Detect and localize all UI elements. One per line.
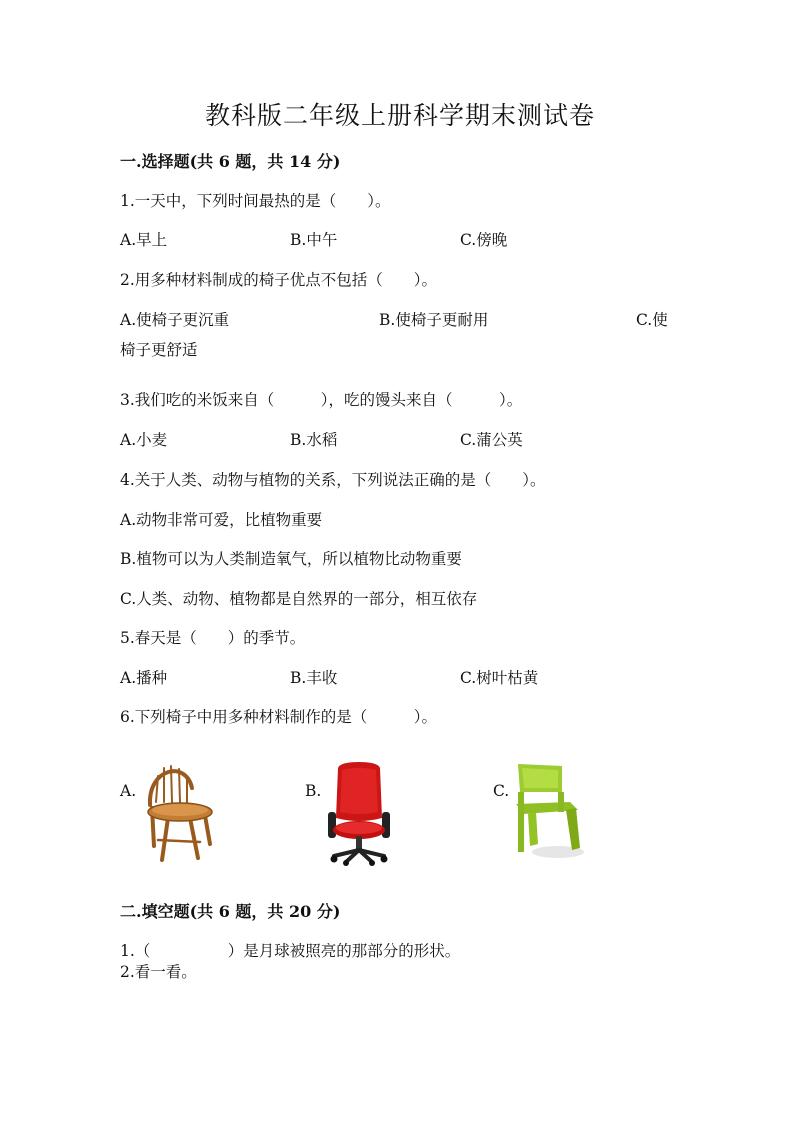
q4-option-c: C.人类、动物、植物都是自然界的一部分，相互依存 [120, 590, 478, 608]
question-4: 4.关于人类、动物与植物的关系，下列说法正确的是（ ）。 [120, 471, 546, 489]
q6-option-a: A. [120, 782, 137, 800]
fill-question-2: 2.看一看。 [120, 963, 197, 981]
q3-option-a: A.小麦 [120, 431, 168, 449]
q5-option-a: A.播种 [120, 669, 168, 687]
q1-option-c: C.傍晚 [460, 231, 508, 249]
question-3: 3.我们吃的米饭来自（ ），吃的馒头来自（ ）。 [120, 391, 523, 409]
q2-option-c-continued: 椅子更舒适 [120, 341, 198, 359]
q2-option-b: B.使椅子更耐用 [379, 311, 489, 329]
wooden-chair-image [140, 760, 218, 864]
q1-option-a: A.早上 [120, 231, 168, 249]
q5-option-b: B.丰收 [290, 669, 338, 687]
fill-question-1: 1.（ ）是月球被照亮的那部分的形状。 [120, 942, 461, 960]
question-1: 1.一天中，下列时间最热的是（ ）。 [120, 192, 391, 210]
q6-option-c: C. [493, 782, 510, 800]
q2-option-c: C.使 [636, 311, 668, 329]
q3-option-c: C.蒲公英 [460, 431, 523, 449]
question-6: 6.下列椅子中用多种材料制作的是（ ）。 [120, 708, 438, 726]
question-5: 5.春天是（ ）的季节。 [120, 629, 306, 647]
q6-option-b: B. [305, 782, 322, 800]
q4-option-a: A.动物非常可爱，比植物重要 [120, 511, 323, 529]
q2-option-a: A.使椅子更沉重 [120, 311, 230, 329]
q5-option-c: C.树叶枯黄 [460, 669, 539, 687]
section-1-heading: 一.选择题(共 6 题，共 14 分) [120, 152, 341, 171]
question-2: 2.用多种材料制成的椅子优点不包括（ ）。 [120, 271, 438, 289]
q1-option-b: B.中午 [290, 231, 338, 249]
section-2-heading: 二.填空题(共 6 题，共 20 分) [120, 902, 341, 921]
office-chair-image [324, 762, 394, 866]
q4-option-b: B.植物可以为人类制造氧气，所以植物比动物重要 [120, 550, 462, 568]
page-title: 教科版二年级上册科学期末测试卷 [204, 101, 595, 130]
plastic-chair-image [510, 762, 586, 862]
q3-option-b: B.水稻 [290, 431, 338, 449]
